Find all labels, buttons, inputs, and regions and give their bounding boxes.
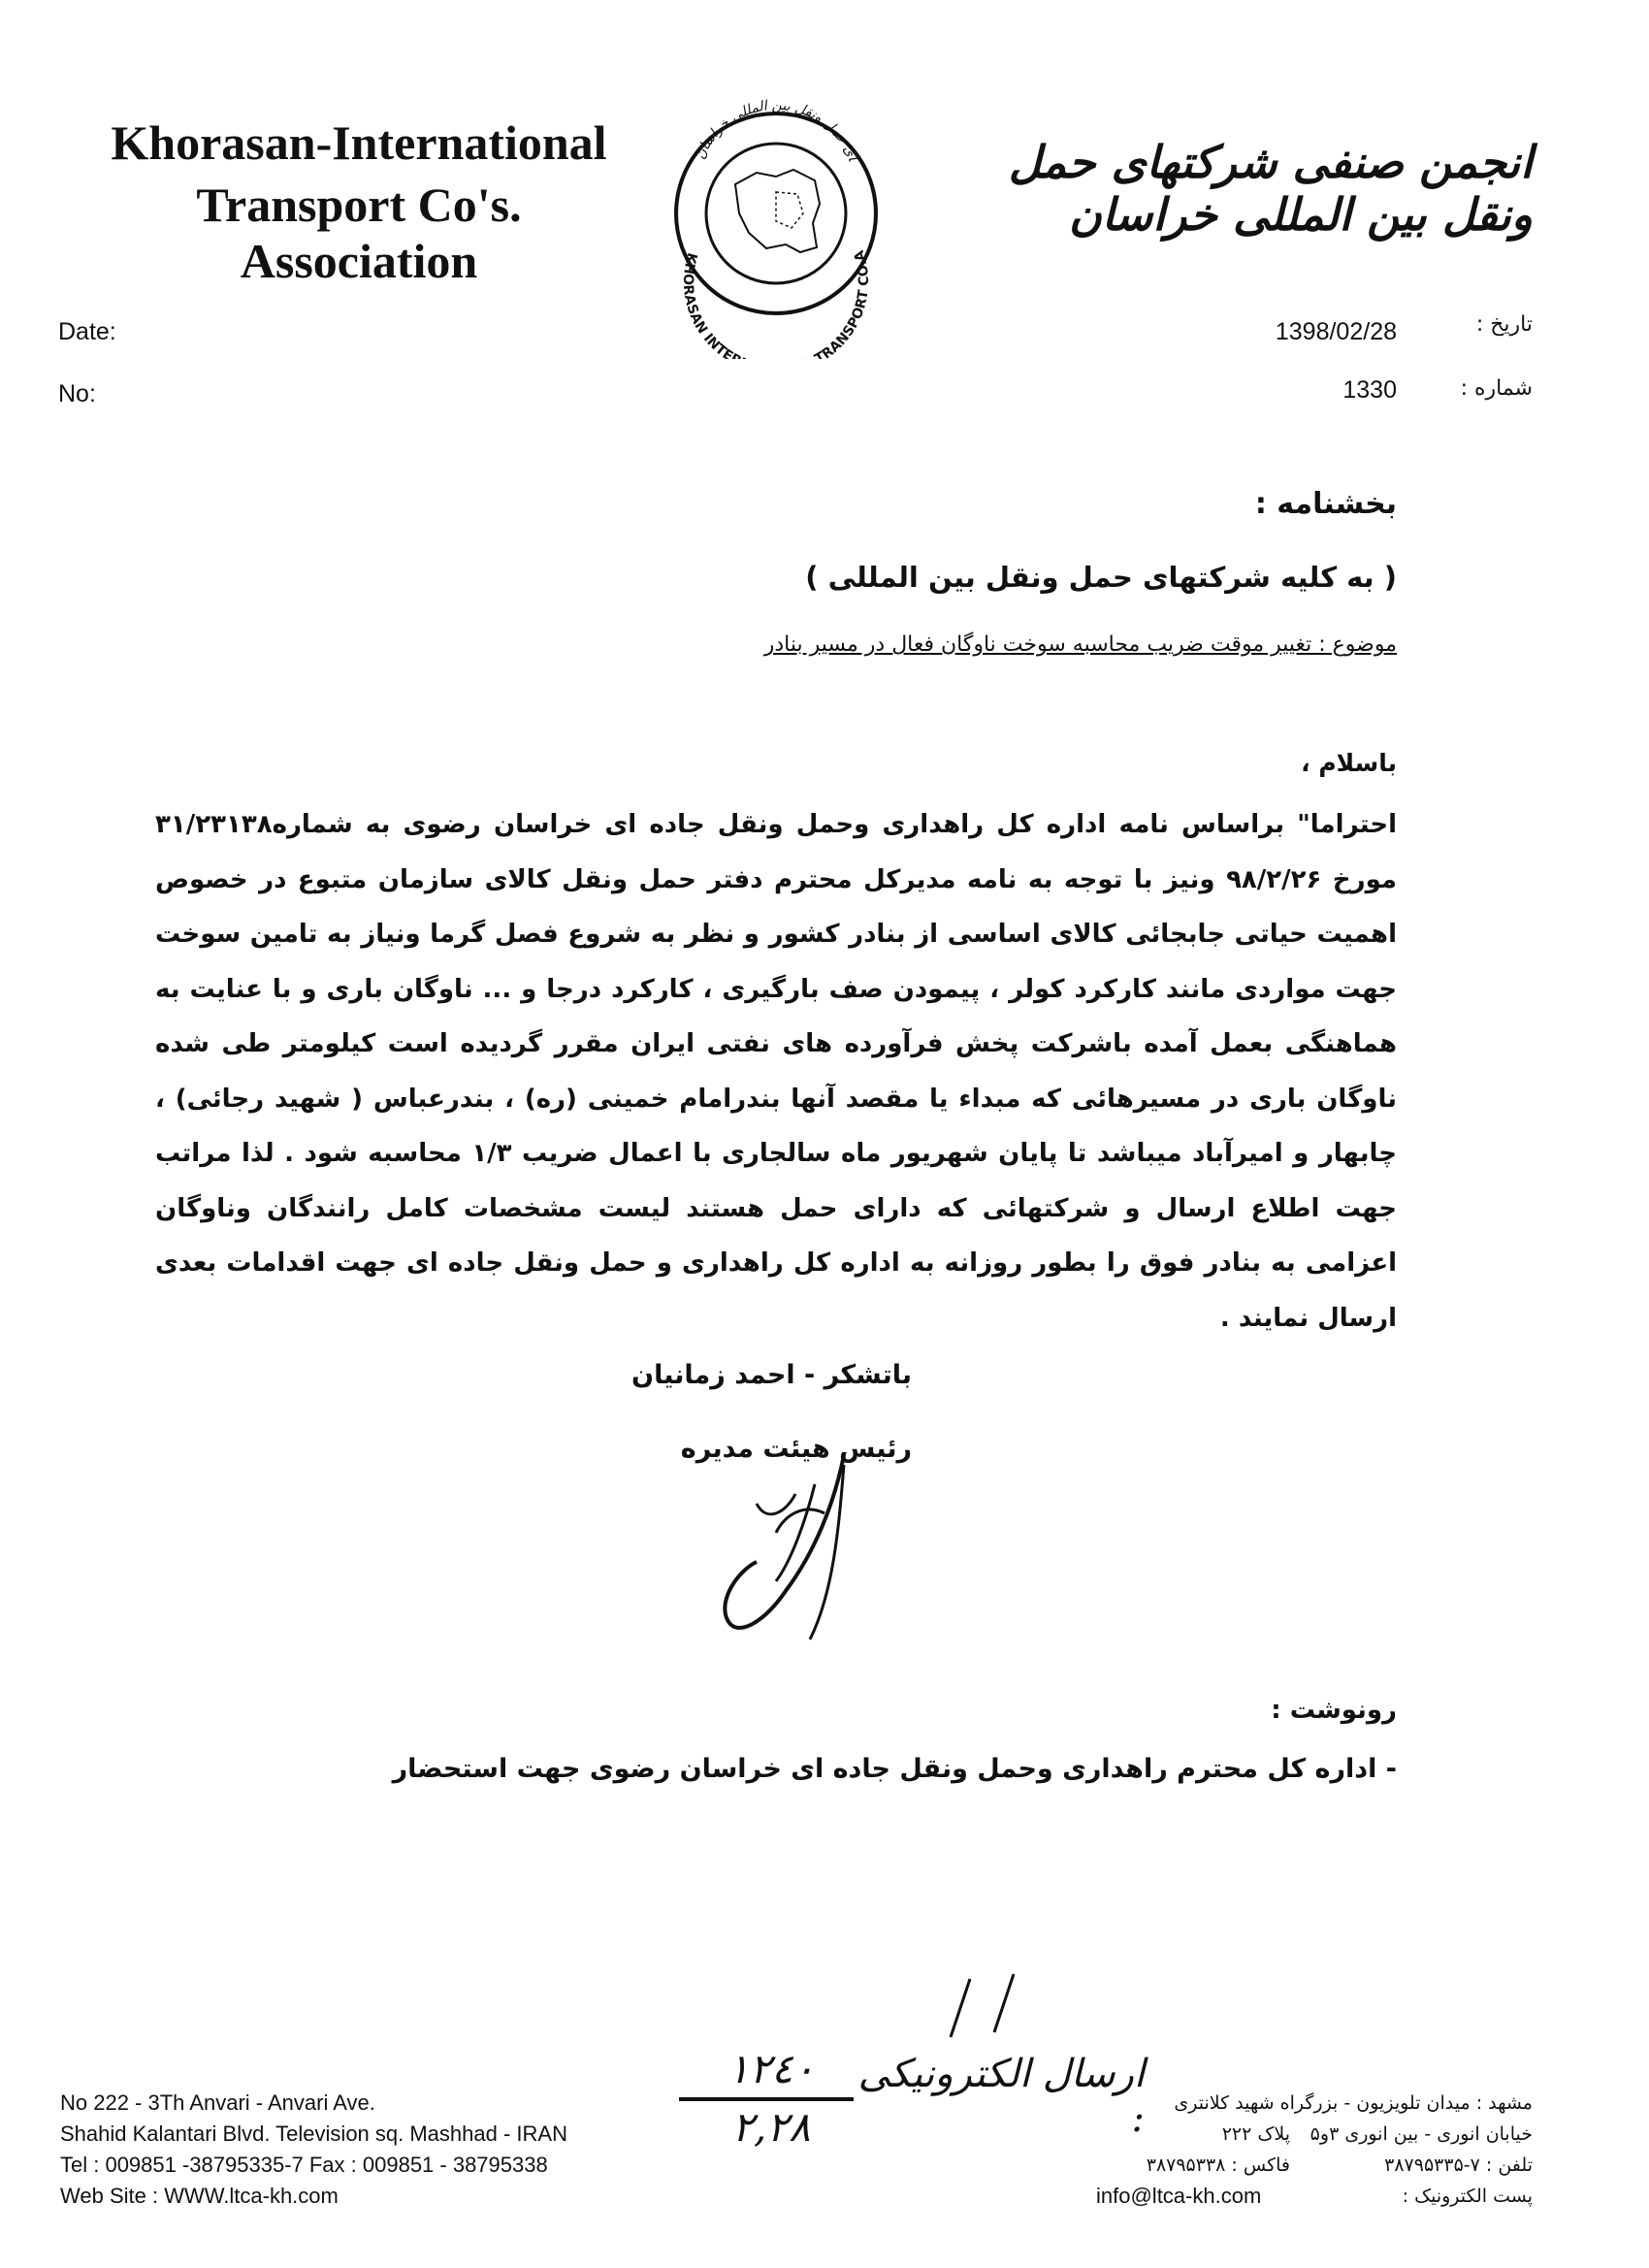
subject-line: موضوع : تغییر موقت ضریب محاسبه سوخت ناوگان فعال در مسیر بنادر (763, 632, 1397, 657)
date-label-fa: تاریخ : (1475, 312, 1533, 337)
footer-en-city: Shahid Kalantari Blvd. Television sq. Mashhad - IRAN (60, 2122, 567, 2146)
org-name-fa: انجمن صنفی شرکتهای حمل ونقل بین المللی خراسان (1008, 136, 1533, 241)
number-value: 1330 (1342, 376, 1397, 404)
footer-address-en (60, 2088, 662, 2212)
cc-item: - اداره کل محترم راهداری وحمل ونقل جاده ای خراسان رضوی جهت استحضار (392, 1754, 1397, 1784)
handwritten-date: ۲,۲۸ (731, 2103, 811, 2151)
circular-heading: بخشنامه : (1254, 487, 1397, 521)
closing-signer-name: باتشکر - احمد زمانیان (631, 1360, 912, 1390)
date-value: 1398/02/28 (1275, 318, 1397, 345)
cc-label: رونوشت : (1271, 1696, 1397, 1725)
footer-plate: پلاک ۲۲۲ (1221, 2123, 1290, 2145)
footer-email: info@ltca-kh.com (1096, 2184, 1262, 2208)
number-label-fa: شماره : (1460, 376, 1533, 401)
association-seal-logo (630, 68, 922, 359)
handwritten-number: ۱۲٤۰ (727, 2045, 816, 2092)
footer-en-phone: Tel : 009851 -38795335-7 Fax : 009851 - 38795338 (60, 2153, 548, 2177)
footer-fax-fa: فاکس : ۳۸۷۹۵۳۳۸ (1146, 2155, 1290, 2176)
handwritten-electronic-note: ارسال الکترونیکی : (857, 2052, 1145, 2141)
number-label-en: No: (58, 380, 96, 407)
footer-en-website: Web Site : WWW.ltca-kh.com (60, 2184, 339, 2208)
footer-email-label-fa: پست الکترونیک : (1402, 2186, 1533, 2207)
footer-address-fa-line1: مشهد : میدان تلویزیون - بزرگراه شهید کلانتری (1174, 2092, 1533, 2114)
footer-address-fa-line2: خیابان انوری - بین انوری ۳و۵ (1310, 2123, 1533, 2145)
org-name-en-line2: Transport Co's. Association (196, 178, 522, 288)
handwritten-slash-marks (931, 1969, 1028, 2047)
signer-title: رئیس هیئت مدیره (680, 1434, 912, 1464)
letter-body-paragraph: احتراما" براساس نامه اداره کل راهداری وحمل ونقل جاده ای خراسان رضوی به شماره۳۱/۲۳۱۳۸ مورخ ۹۸/۲/۲۶ ونیز با توجه به نامه مدیرکل محترم دفتر حمل ونقل کالای سازمان متبوع در خصوص اهمیت حیاتی جابجائی کالای اساسی از بنادر کشور و نظر به شروع فصل گرما ونیاز به تامین سوخت جهت مواردی مانند کارکرد کولر ، پیمودن صف بارگیری ، کارکرد درجا و ... ناوگان باری و با عنایت به هماهنگی بعمل آمده باشرکت پخش فرآورده های نفتی ایران مقرر گردیده است کیلومتر طی شده ناوگان باری در مسیرهائی که مبداء یا مقصد آنها بندرامام خمینی (ره) ، بندرعباس ( شهید رجائی) ، چابهار و امیرآباد میباشد تا پایان شهریور ماه سالجاری با اعمال ضریب ۱/۳ محاسبه شود . لذا مراتب جهت اطلاع ارسال و شرکتهائی که دارای حمل هستند لیست مشخصات کامل رانندگان وناوگان اعزامی به بنادر فوق را بطور روزانه به اداره کل راهداری و حمل ونقل جاده ای جهت اقدامات بعدی ارسال نمایند . (155, 810, 1397, 1333)
seal-text-en: KHORASAN INTE TRANSPORT CO.A (679, 248, 873, 359)
handwritten-fraction-line (679, 2097, 854, 2101)
handwritten-signature (698, 1445, 873, 1669)
greeting: باسلام ، (1301, 749, 1397, 777)
footer-en-street: No 222 - 3Th Anvari - Anvari Ave. (60, 2090, 375, 2115)
footer-phone-fa: تلفن : ۷-۳۸۷۹۵۳۳۵ (1384, 2155, 1533, 2176)
recipients-line: ( به کلیه شرکتهای حمل ونقل بین المللی ) (805, 561, 1397, 594)
date-label-en: Date: (58, 318, 116, 345)
org-name-en (107, 114, 611, 289)
seal-text-fa: ای حمل ونقل بین المللی خراسان (692, 97, 860, 163)
org-name-en-line1: Khorasan-International (111, 115, 607, 170)
